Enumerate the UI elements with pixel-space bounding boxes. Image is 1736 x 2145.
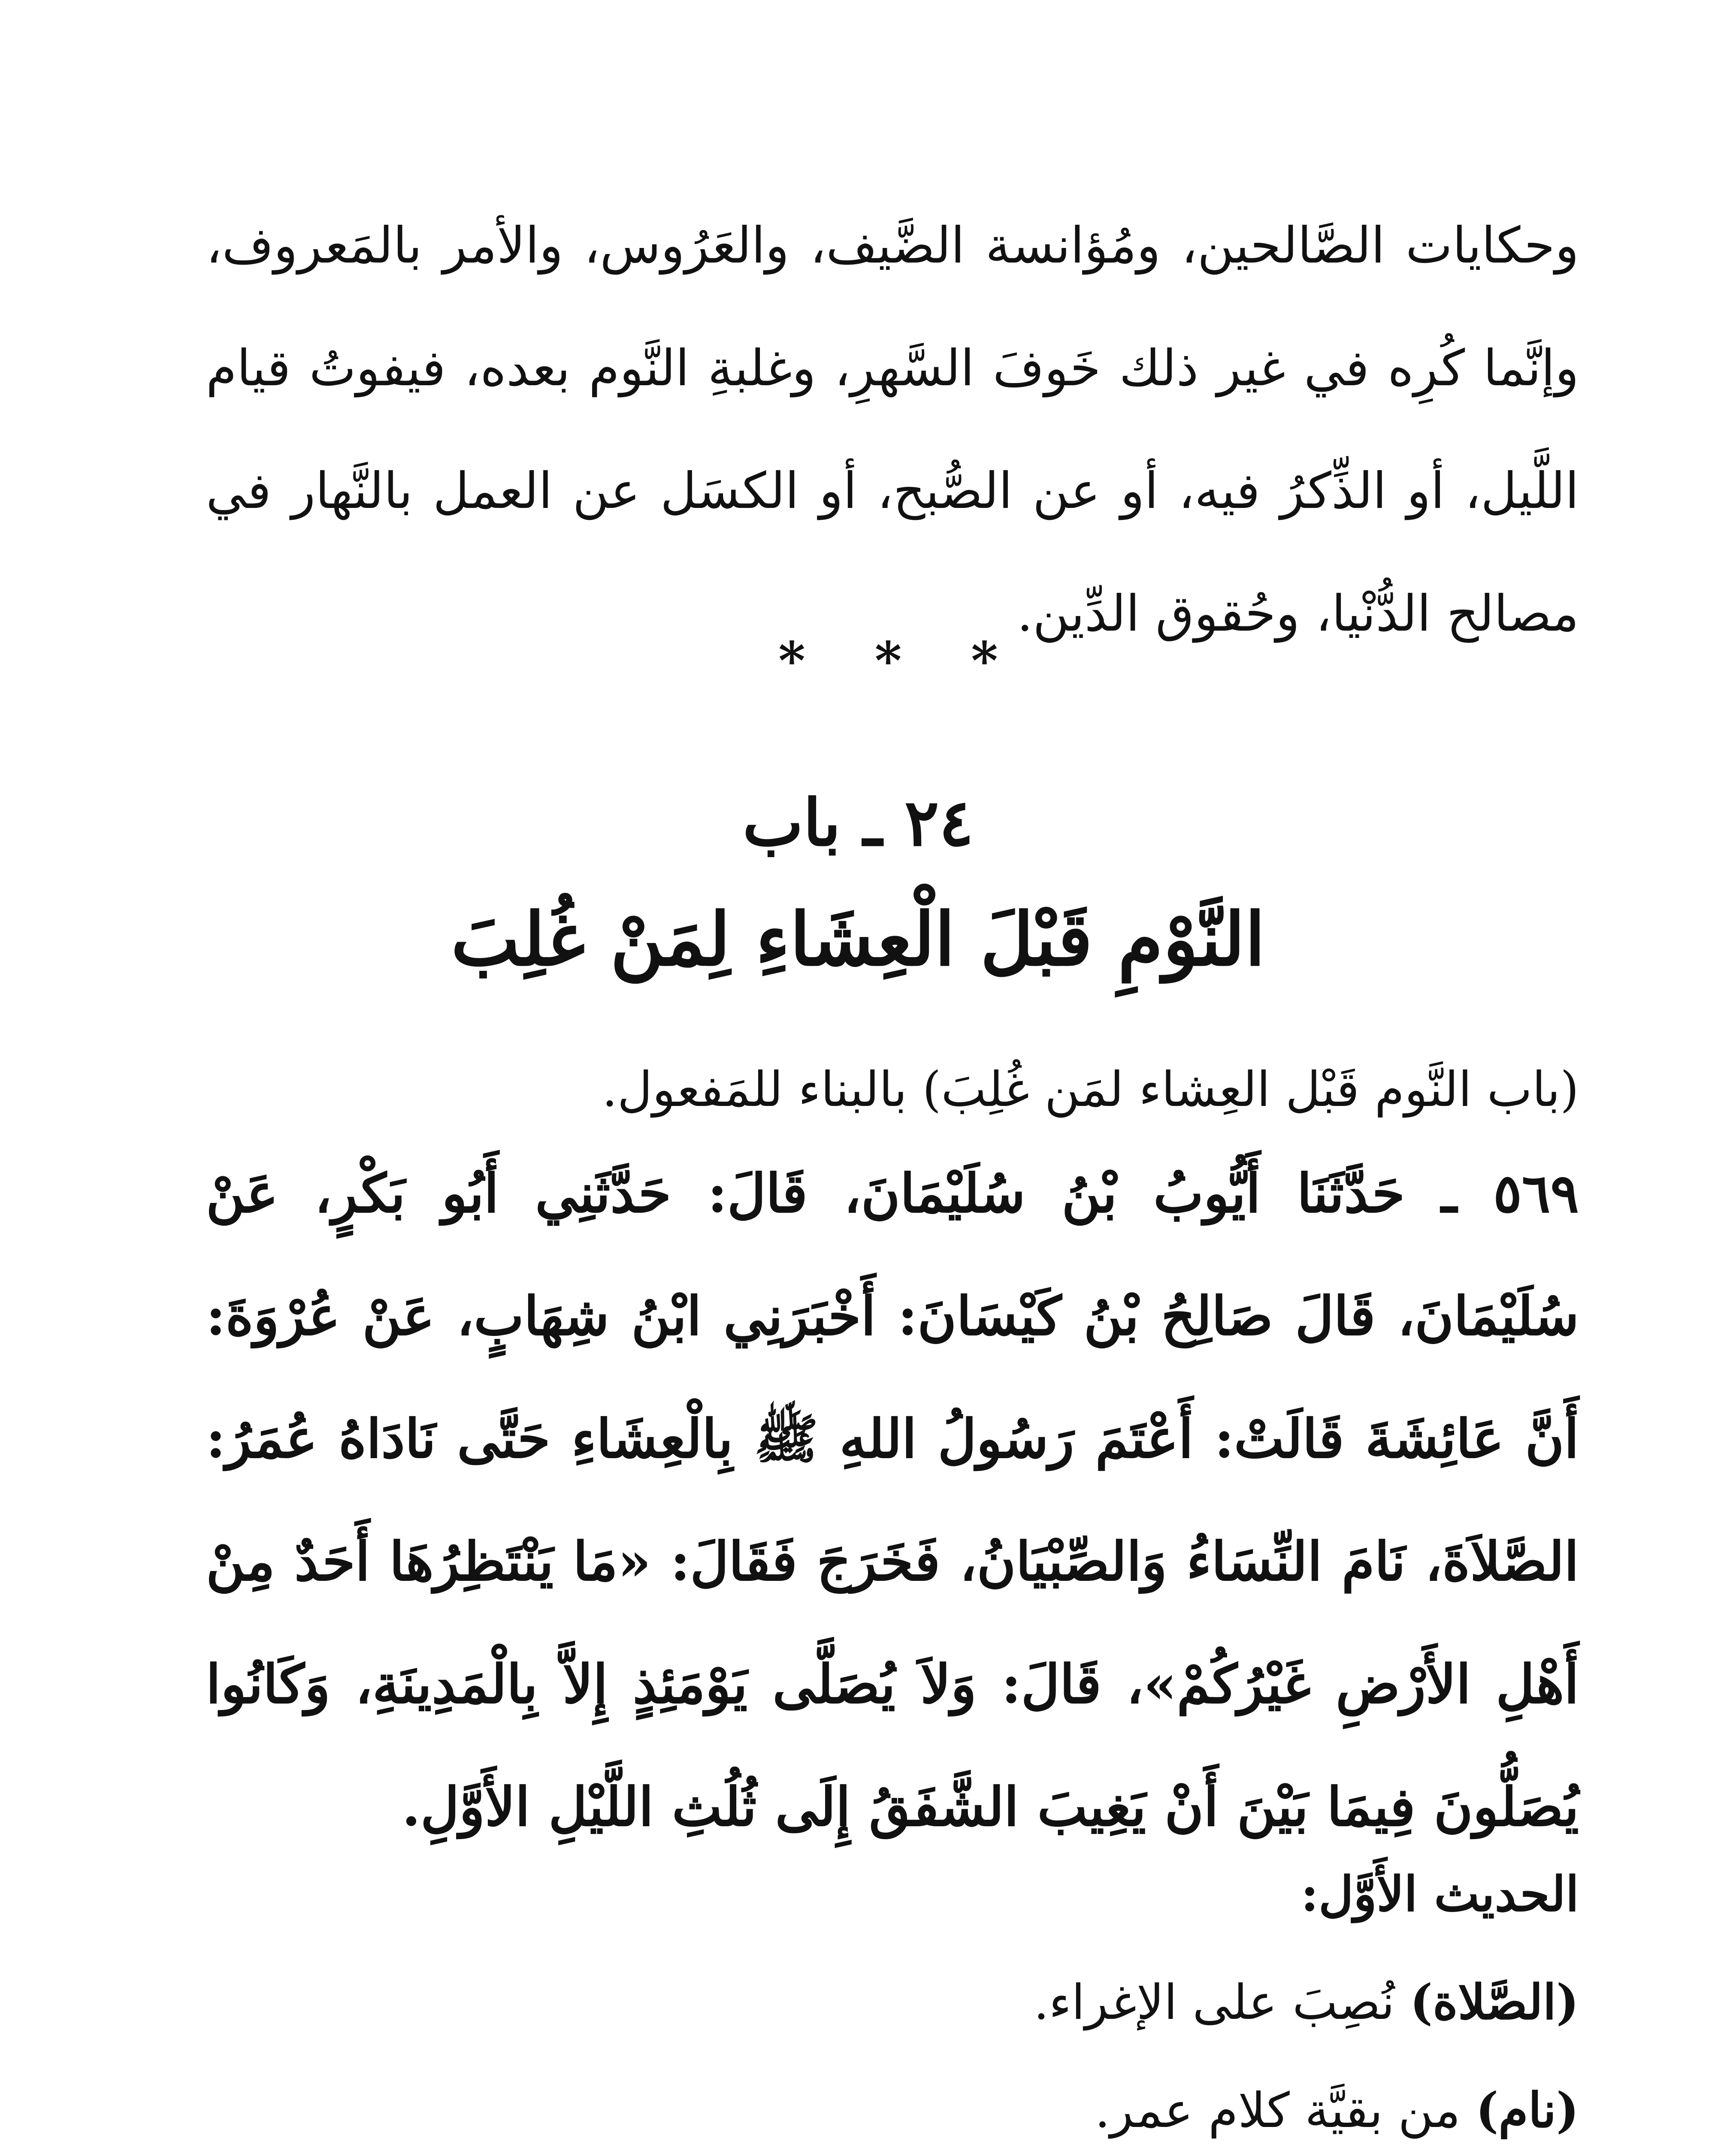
chapter-number: ٢٤ ـ باب — [742, 785, 974, 861]
commentary-term: (الصَّلاة) — [1410, 1974, 1579, 2030]
commentary-heading: الحديث الأَوَّل: — [1300, 1866, 1579, 1922]
chapter-title: النَّوْمِ قَبْلَ الْعِشَاءِ لِمَنْ غُلِبَ — [451, 897, 1265, 982]
section-separator: * * * — [778, 631, 1024, 691]
commentary-term: (نام) — [1476, 2082, 1579, 2139]
commentary-line — [206, 2057, 1579, 2145]
commentary-explanation: من بقيَّة كلام عمر. — [1095, 2083, 1476, 2139]
hadith-text: ٥٦٩ ـ حَدَّثَنَا أَيُّوبُ بْنُ سُلَيْمَانَ، قَالَ: حَدَّثَنِي أَبُو بَكْرٍ، عَنْ سُلَيْمَانَ، قَالَ صَالِحُ بْنُ كَيْسَانَ: أَخْبَرَنِي ابْنُ شِهَابٍ، عَنْ عُرْوَةَ: أَنَّ عَائِشَةَ قَالَتْ: أَعْتَمَ رَسُولُ اللهِ ﷺ بِالْعِشَاءِ حَتَّى نَادَاهُ عُمَرُ: الصَّلاَةَ، نَامَ النِّسَاءُ وَالصِّبْيَانُ، فَخَرَجَ فَقَالَ: «مَا يَنْتَظِرُهَا أَحَدٌ مِنْ أَهْلِ الأَرْضِ غَيْرُكُمْ»، قَالَ: وَلاَ يُصَلَّى يَوْمَئِذٍ إِلاَّ بِالْمَدِينَةِ، وَكَانُوا يُصَلُّونَ فِيمَا بَيْنَ أَنْ يَغِيبَ الشَّفَقُ إِلَى ثُلُثِ اللَّيْلِ الأَوَّلِ. — [206, 1163, 1579, 1838]
intro-paragraph: وحكايات الصَّالحين، ومُؤانسة الضَّيف، والعَرُوس، والأمر بالمَعروف، وإنَّما كُرِه في غير ذلك خَوفَ السَّهرِ، وغلبةِ النَّوم بعده، فيفوتُ قيام اللَّيل، أو الذِّكرُ فيه، أو عن الصُّبح، أو الكسَل عن العمل بالنَّهار في مصالح الدُّنْيا، وحُقوق الدِّين. — [206, 217, 1579, 643]
commentary-explanation: نُصِبَ على الإغراء. — [1034, 1975, 1410, 2030]
commentary — [206, 1840, 1579, 2145]
commentary-line — [206, 1949, 1579, 2057]
chapter-note: (باب النَّوم قَبْل العِشاء لمَن غُلِبَ) بالبناء للمَفعول. — [602, 1062, 1579, 1118]
